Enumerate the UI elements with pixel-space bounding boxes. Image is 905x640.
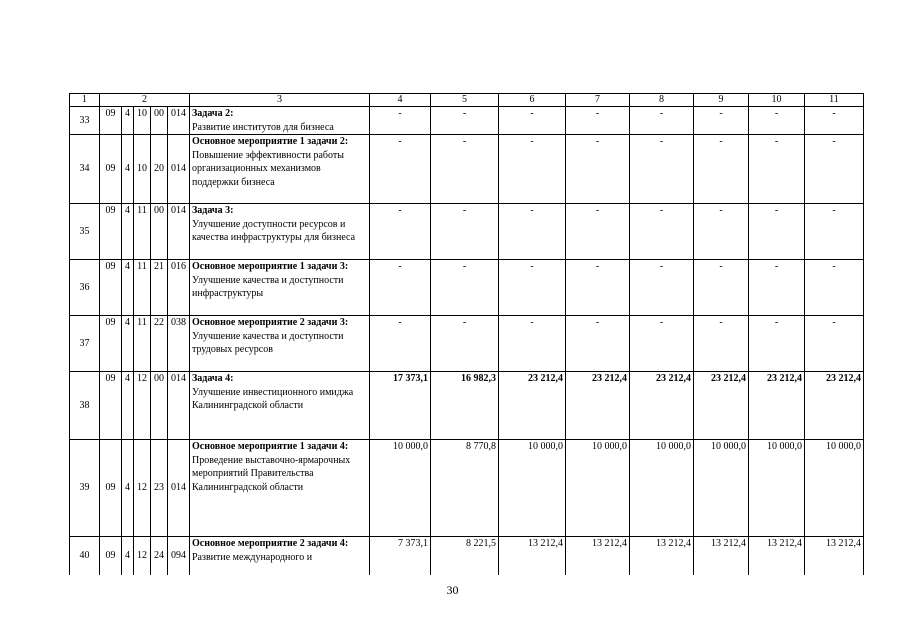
value-cell: 13 212,4 [630, 537, 694, 576]
header-col-4: 4 [370, 94, 431, 107]
task-description: Развитие международного и [192, 551, 313, 563]
description-cell [190, 204, 370, 260]
value-cell: 17 373,1 [370, 372, 431, 440]
value-cell: 13 212,4 [805, 537, 864, 576]
value-cell: 23 212,4 [630, 372, 694, 440]
code-cell: 09 [100, 440, 122, 537]
value-cell: 23 212,4 [749, 372, 805, 440]
code-cell: 4 [122, 440, 134, 537]
value-cell: - [431, 204, 499, 260]
code-cell: 4 [122, 107, 134, 135]
code-cell: 20 [151, 135, 168, 204]
value-cell: - [499, 316, 566, 372]
task-title: Задача 4: [192, 373, 234, 384]
task-title: Задача 2: [192, 108, 234, 119]
value-cell: 13 212,4 [566, 537, 630, 576]
task-title: Основное мероприятие 1 задачи 2: [192, 136, 349, 147]
task-description: Проведение выставочно-ярмарочных мероприятий Правительства Калининградской области [192, 454, 351, 493]
value-cell: 23 212,4 [499, 372, 566, 440]
value-cell: - [499, 204, 566, 260]
header-col-3: 3 [190, 94, 370, 107]
value-cell: 23 212,4 [805, 372, 864, 440]
code-cell: 4 [122, 537, 134, 576]
description-cell [190, 107, 370, 135]
budget-table [69, 93, 864, 575]
code-cell: 4 [122, 316, 134, 372]
value-cell: 13 212,4 [749, 537, 805, 576]
row-number-cell: 35 [70, 204, 100, 260]
value-cell: - [694, 260, 749, 316]
row-number-cell: 34 [70, 135, 100, 204]
code-cell: 016 [168, 260, 190, 316]
code-cell: 00 [151, 372, 168, 440]
row-number-cell: 38 [70, 372, 100, 440]
table-row [70, 372, 864, 440]
code-cell: 21 [151, 260, 168, 316]
description-cell [190, 440, 370, 537]
code-cell: 10 [134, 135, 151, 204]
task-title: Основное мероприятие 1 задачи 3: [192, 261, 349, 272]
header-col-5: 5 [431, 94, 499, 107]
value-cell: 13 212,4 [694, 537, 749, 576]
table-row [70, 537, 864, 576]
table-row [70, 440, 864, 537]
task-title: Основное мероприятие 1 задачи 4: [192, 441, 349, 452]
value-cell: - [805, 260, 864, 316]
value-cell: 10 000,0 [566, 440, 630, 537]
value-cell: - [805, 316, 864, 372]
header-col-9: 9 [694, 94, 749, 107]
code-cell: 23 [151, 440, 168, 537]
description-cell [190, 260, 370, 316]
value-cell: - [630, 316, 694, 372]
row-number-cell: 33 [70, 107, 100, 135]
task-description: Улучшение доступности ресурсов и качества инфраструктуры для бизнеса [192, 218, 356, 243]
value-cell: 10 000,0 [630, 440, 694, 537]
value-cell: 16 982,3 [431, 372, 499, 440]
header-col-1: 1 [70, 94, 100, 107]
table-row [70, 204, 864, 260]
value-cell: - [431, 260, 499, 316]
page-number: 30 [446, 583, 459, 597]
value-cell: 23 212,4 [566, 372, 630, 440]
code-cell: 09 [100, 316, 122, 372]
code-cell: 4 [122, 204, 134, 260]
code-cell: 12 [134, 440, 151, 537]
description-cell [190, 135, 370, 204]
code-cell: 4 [122, 135, 134, 204]
value-cell: - [805, 107, 864, 135]
value-cell: - [370, 316, 431, 372]
value-cell: - [566, 107, 630, 135]
task-description: Улучшение инвестиционного имиджа Калининградской области [192, 386, 354, 411]
task-description: Улучшение качества и доступности инфраструктуры [192, 274, 344, 299]
code-cell: 11 [134, 316, 151, 372]
task-description: Повышение эффективности работы организационных механизмов поддержки бизнеса [192, 149, 344, 188]
description-cell [190, 316, 370, 372]
value-cell: - [370, 107, 431, 135]
value-cell: 10 000,0 [694, 440, 749, 537]
value-cell: - [694, 316, 749, 372]
value-cell: 8 221,5 [431, 537, 499, 576]
value-cell: - [749, 135, 805, 204]
code-cell: 09 [100, 107, 122, 135]
code-cell: 12 [134, 372, 151, 440]
value-cell: - [499, 260, 566, 316]
code-cell: 11 [134, 204, 151, 260]
code-cell: 014 [168, 135, 190, 204]
value-cell: - [370, 135, 431, 204]
row-number-cell: 40 [70, 537, 100, 576]
description-cell [190, 537, 370, 576]
task-description: Развитие институтов для бизнеса [192, 121, 334, 133]
code-cell: 094 [168, 537, 190, 576]
value-cell: - [499, 135, 566, 204]
header-col-2: 2 [100, 94, 190, 107]
value-cell: - [749, 107, 805, 135]
value-cell: 13 212,4 [499, 537, 566, 576]
code-cell: 4 [122, 260, 134, 316]
table-row [70, 135, 864, 204]
code-cell: 11 [134, 260, 151, 316]
value-cell: - [566, 204, 630, 260]
value-cell: - [694, 135, 749, 204]
header-row [70, 94, 864, 107]
value-cell: - [499, 107, 566, 135]
code-cell: 09 [100, 204, 122, 260]
header-col-10: 10 [749, 94, 805, 107]
code-cell: 09 [100, 372, 122, 440]
header-col-11: 11 [805, 94, 864, 107]
task-title: Задача 3: [192, 205, 234, 216]
table-row [70, 316, 864, 372]
code-cell: 4 [122, 372, 134, 440]
value-cell: 10 000,0 [499, 440, 566, 537]
value-cell: - [630, 107, 694, 135]
code-cell: 24 [151, 537, 168, 576]
value-cell: - [630, 204, 694, 260]
description-cell [190, 372, 370, 440]
code-cell: 014 [168, 440, 190, 537]
code-cell: 038 [168, 316, 190, 372]
value-cell: - [805, 204, 864, 260]
value-cell: - [370, 260, 431, 316]
code-cell: 014 [168, 107, 190, 135]
value-cell: 23 212,4 [694, 372, 749, 440]
value-cell: - [805, 135, 864, 204]
code-cell: 014 [168, 204, 190, 260]
code-cell: 22 [151, 316, 168, 372]
row-number-cell: 36 [70, 260, 100, 316]
code-cell: 09 [100, 260, 122, 316]
value-cell: 10 000,0 [370, 440, 431, 537]
task-description: Улучшение качества и доступности трудовых ресурсов [192, 330, 344, 355]
code-cell: 00 [151, 107, 168, 135]
value-cell: - [630, 135, 694, 204]
value-cell: 7 373,1 [370, 537, 431, 576]
task-title: Основное мероприятие 2 задачи 3: [192, 317, 349, 328]
value-cell: - [431, 107, 499, 135]
value-cell: - [694, 204, 749, 260]
header-col-6: 6 [499, 94, 566, 107]
code-cell: 10 [134, 107, 151, 135]
table-row [70, 107, 864, 135]
header-col-7: 7 [566, 94, 630, 107]
code-cell: 12 [134, 537, 151, 576]
value-cell: - [694, 107, 749, 135]
value-cell: - [749, 260, 805, 316]
code-cell: 014 [168, 372, 190, 440]
code-cell: 00 [151, 204, 168, 260]
code-cell: 09 [100, 537, 122, 576]
row-number-cell: 37 [70, 316, 100, 372]
task-title: Основное мероприятие 2 задачи 4: [192, 538, 349, 549]
value-cell: - [566, 316, 630, 372]
value-cell: - [749, 204, 805, 260]
value-cell: 8 770,8 [431, 440, 499, 537]
value-cell: 10 000,0 [749, 440, 805, 537]
value-cell: - [370, 204, 431, 260]
value-cell: 10 000,0 [805, 440, 864, 537]
value-cell: - [566, 135, 630, 204]
header-col-8: 8 [630, 94, 694, 107]
value-cell: - [431, 316, 499, 372]
table-row [70, 260, 864, 316]
value-cell: - [431, 135, 499, 204]
value-cell: - [749, 316, 805, 372]
row-number-cell: 39 [70, 440, 100, 537]
value-cell: - [630, 260, 694, 316]
value-cell: - [566, 260, 630, 316]
code-cell: 09 [100, 135, 122, 204]
